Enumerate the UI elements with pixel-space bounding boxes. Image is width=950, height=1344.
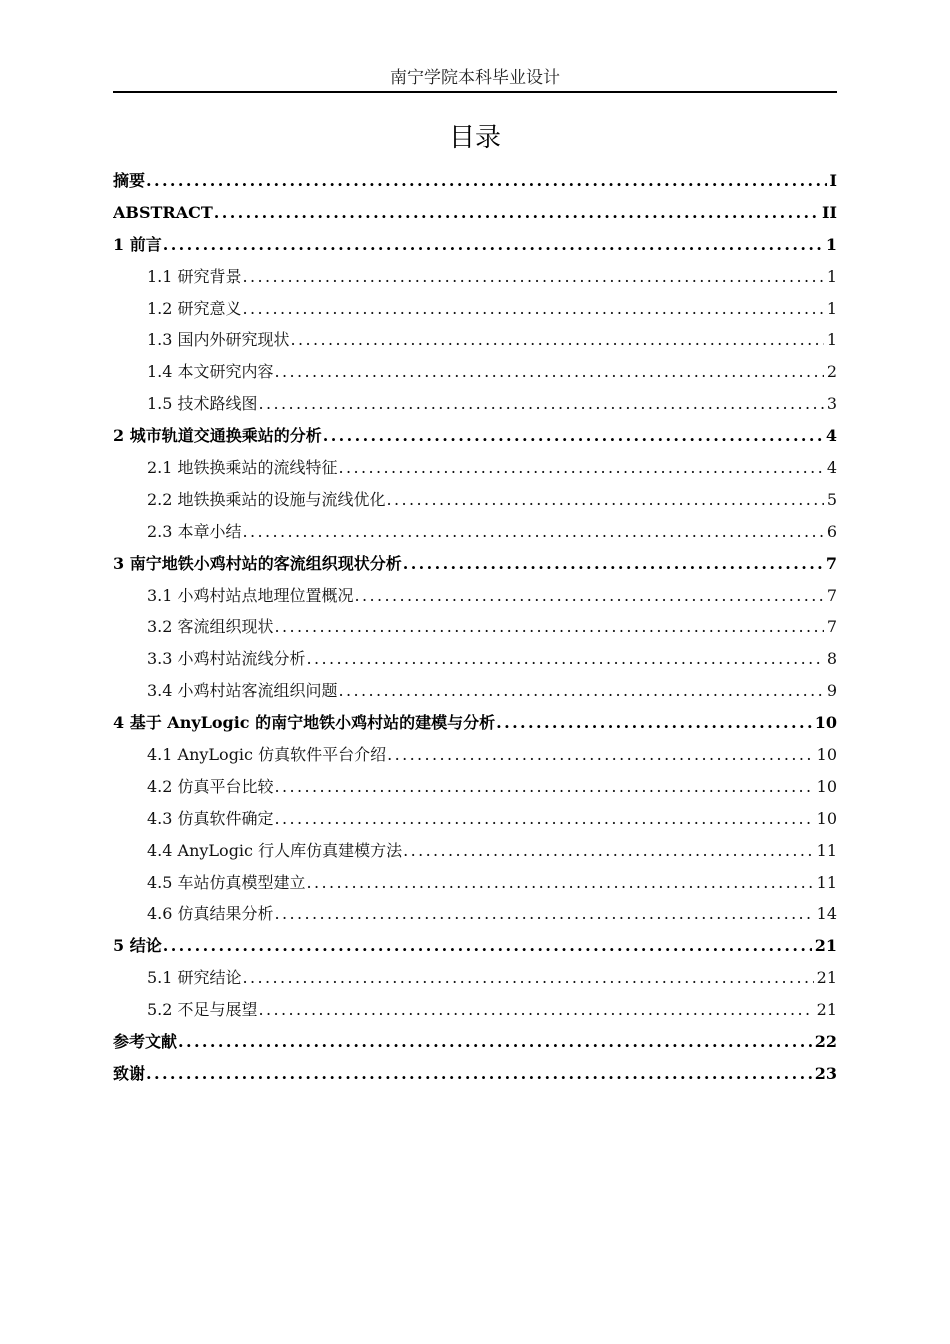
toc-dot-leader	[275, 803, 814, 835]
toc-dot-leader	[243, 516, 824, 548]
toc-entry[interactable]	[113, 452, 837, 484]
toc-entry-label: 1.1 研究背景	[147, 266, 242, 286]
toc-entry-page: 22	[814, 1032, 837, 1052]
toc-entry[interactable]	[113, 420, 837, 452]
toc-dot-leader	[275, 356, 824, 388]
toc-entry-label: ABSTRACT	[113, 202, 213, 222]
toc-entry-page: 9	[826, 681, 837, 701]
toc-dot-leader	[291, 324, 824, 356]
toc-entry-page: 8	[826, 649, 837, 669]
toc-dot-leader	[387, 484, 824, 516]
toc-entry-label: 3.2 客流组织现状	[147, 617, 274, 637]
toc-entry-page: 7	[826, 617, 837, 637]
toc-entry-label: 1.4 本文研究内容	[147, 362, 274, 382]
toc-dot-leader	[323, 420, 823, 452]
toc-entry-label: 4.4 AnyLogic 行人库仿真建模方法	[147, 840, 403, 860]
toc-entry[interactable]	[113, 771, 837, 803]
toc-dot-leader	[275, 771, 814, 803]
toc-entry[interactable]	[113, 484, 837, 516]
toc-entry[interactable]	[113, 930, 837, 962]
toc-entry-page: 4	[826, 458, 837, 478]
running-header: 南宁学院本科毕业设计	[390, 68, 560, 88]
header-divider	[113, 91, 837, 93]
toc-entry-page: 10	[816, 808, 837, 828]
toc-entry[interactable]	[113, 1026, 837, 1058]
toc-dot-leader	[163, 930, 812, 962]
toc-entry-label: 2.1 地铁换乘站的流线特征	[147, 458, 338, 478]
toc-entry-label: 4.3 仿真软件确定	[147, 808, 274, 828]
toc-entry[interactable]	[113, 261, 837, 293]
toc-entry-page: 10	[816, 745, 837, 765]
toc-entry-label: 4.6 仿真结果分析	[147, 904, 274, 924]
toc-dot-leader	[146, 1058, 812, 1090]
toc-entry[interactable]	[113, 643, 837, 675]
toc-entry-label: 1.5 技术路线图	[147, 394, 258, 414]
toc-entry[interactable]	[113, 356, 837, 388]
toc-entry[interactable]	[113, 803, 837, 835]
toc-dot-leader	[163, 229, 823, 261]
toc-dot-leader	[403, 835, 814, 867]
toc-entry[interactable]	[113, 324, 837, 356]
toc-entry[interactable]	[113, 898, 837, 930]
toc-entry[interactable]	[113, 739, 837, 771]
toc-entry-label: 摘要	[113, 171, 146, 190]
toc-entry[interactable]	[113, 229, 837, 261]
toc-entry-label: 2 城市轨道交通换乘站的分析	[113, 426, 322, 446]
toc-entry-page: 14	[816, 904, 837, 924]
toc-entry-page: 1	[826, 330, 837, 350]
toc-entry-page: 21	[816, 968, 837, 988]
toc-entry[interactable]	[113, 994, 837, 1026]
toc-dot-leader	[178, 1026, 812, 1058]
toc-dot-leader	[243, 293, 824, 325]
toc-entry-page: 21	[814, 936, 837, 956]
toc-dot-leader	[275, 898, 814, 930]
toc-entry-label: 4.2 仿真平台比较	[147, 776, 274, 796]
toc-entry-label: 参考文献	[113, 1032, 178, 1052]
toc-entry-page: 2	[826, 362, 837, 382]
toc-entry-page: 1	[826, 266, 837, 286]
toc-dot-leader	[243, 261, 824, 293]
toc-entry-page: 7	[826, 585, 837, 605]
toc-entry-label: 3.4 小鸡村站客流组织问题	[147, 681, 338, 701]
toc-entry-page: 23	[814, 1063, 837, 1083]
toc-entry[interactable]	[113, 580, 837, 612]
toc-entry-label: 3.1 小鸡村站点地理位置概况	[147, 585, 354, 605]
toc-entry-label: 4 基于 AnyLogic 的南宁地铁小鸡村站的建模与分析	[113, 713, 496, 733]
toc-entry-page: 3	[826, 394, 837, 414]
toc-dot-leader	[496, 707, 812, 739]
toc-entry[interactable]	[113, 835, 837, 867]
toc-entry-page: 11	[816, 872, 837, 892]
toc-entry-label: 5.2 不足与展望	[147, 1000, 258, 1020]
toc-dot-leader	[355, 580, 824, 612]
toc-title: 目录	[448, 123, 501, 153]
toc-dot-leader	[275, 611, 824, 643]
toc-entry[interactable]	[113, 962, 837, 994]
toc-entry-label: 5 结论	[113, 936, 162, 956]
toc-entry[interactable]	[113, 293, 837, 325]
toc-dot-leader	[243, 962, 814, 994]
toc-entry-page: 1	[825, 234, 837, 254]
toc-entry-label: 4.5 车站仿真模型建立	[147, 872, 306, 892]
toc-entry[interactable]	[113, 611, 837, 643]
toc-entry-label: 2.2 地铁换乘站的设施与流线优化	[147, 489, 386, 509]
toc-entry-page: 4	[825, 426, 837, 446]
toc-entry[interactable]	[113, 867, 837, 899]
toc-dot-leader	[307, 643, 824, 675]
toc-entry-label: 3 南宁地铁小鸡村站的客流组织现状分析	[113, 553, 402, 573]
toc-dot-leader	[339, 452, 824, 484]
toc-dot-leader	[403, 548, 823, 580]
toc-entry-page: 10	[816, 776, 837, 796]
toc-entry[interactable]	[113, 388, 837, 420]
toc-entry-page: 10	[814, 713, 837, 733]
toc-dot-leader	[259, 994, 814, 1026]
toc-entry-label: 4.1 AnyLogic 仿真软件平台介绍	[147, 745, 387, 765]
toc-entry-page: I	[829, 171, 837, 190]
toc-entry[interactable]	[113, 516, 837, 548]
toc-dot-leader	[214, 197, 819, 229]
toc-entry[interactable]	[113, 548, 837, 580]
toc-entry-label: 致谢	[113, 1063, 146, 1083]
toc-entry-page: 1	[826, 298, 837, 318]
toc-entry-page: II	[822, 202, 837, 222]
toc-entry-label: 3.3 小鸡村站流线分析	[147, 649, 306, 669]
toc-entry-label: 2.3 本章小结	[147, 521, 242, 541]
toc-dot-leader	[307, 867, 814, 899]
toc-entry-page: 21	[816, 1000, 837, 1020]
toc-entry-page: 5	[826, 489, 837, 509]
toc-entry[interactable]	[113, 197, 837, 229]
table-of-contents	[113, 165, 837, 1090]
toc-dot-leader	[387, 739, 814, 771]
toc-entry-page: 11	[816, 840, 837, 860]
toc-dot-leader	[146, 165, 827, 197]
toc-dot-leader	[259, 388, 824, 420]
toc-entry-label: 5.1 研究结论	[147, 968, 242, 988]
toc-entry[interactable]	[113, 707, 837, 739]
toc-entry-page: 7	[825, 553, 837, 573]
toc-entry-label: 1 前言	[113, 234, 162, 254]
toc-entry-label: 1.3 国内外研究现状	[147, 330, 290, 350]
toc-entry[interactable]	[113, 165, 837, 197]
toc-dot-leader	[339, 675, 824, 707]
toc-entry[interactable]	[113, 675, 837, 707]
toc-entry[interactable]	[113, 1058, 837, 1090]
toc-entry-page: 6	[826, 521, 837, 541]
toc-entry-label: 1.2 研究意义	[147, 298, 242, 318]
